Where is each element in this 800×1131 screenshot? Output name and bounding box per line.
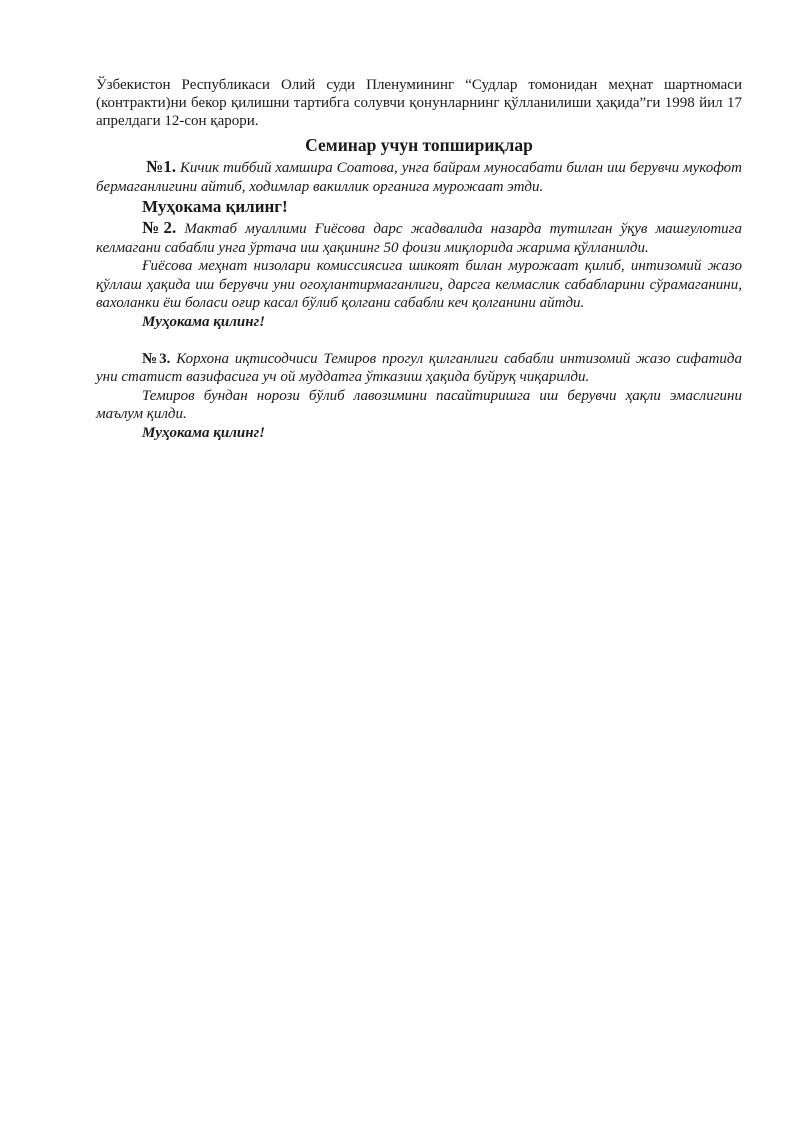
task-2-paragraph-2: Ғиёсова меҳнат низолари комиссиясига шикоят билан мурожаат қилиб, интизомий жазо қўллаш ҳақида иш берувчи уни огоҳлантирмаганлиги, дарсга келмаслик сабабларини сўрамаганини, вахоланки ёш боласи оғир касал бўлиб қолгани сабабли кеч қолганини айтди. <box>96 258 742 311</box>
intro-paragraph: Ўзбекистон Республикаси Олий суди Пленумининг “Судлар томонидан меҳнат шартномаси (контракти)ни бекор қилишни тартибга солувчи қонунларнинг қўлланилиши ҳақида”ги 1998 йил 17 апрелдаги 12-сон қарори. <box>96 77 742 129</box>
task-1-discuss: Муҳокама қилинг! <box>142 197 288 216</box>
task-3-text: Корхона иқтисодчиси Темиров прогул қилганлиги сабабли интизомий жазо сифатида уни статист вазифасига уч ой муддатга ўтказиш ҳақида буйруқ чиқарилди. <box>96 350 742 385</box>
task-2-number: №2. <box>142 218 177 237</box>
task-2-discuss: Муҳокама қилинг! <box>142 313 265 330</box>
task-1-number: №1. <box>146 157 177 176</box>
document-page <box>96 76 742 443</box>
task-1-text: Кичик тиббий хамшира Соатова, унга байрам муносабати билан иш берувчи мукофот бермаганлигини айтиб, ходимлар вакиллик органига мурожаат этди. <box>96 160 742 195</box>
task-1-paragraph <box>96 158 742 196</box>
task-3-paragraph <box>96 350 742 387</box>
task-3-discuss: Муҳокама қилинг! <box>142 424 265 441</box>
spacer <box>96 332 742 350</box>
task-3-number: №3. <box>142 350 171 367</box>
task-3-paragraph-2: Темиров бундан норози бўлиб лавозимини пасайтиришга иш берувчи ҳақли эмаслигини маълум қилди. <box>96 387 742 422</box>
task-2-paragraph <box>96 219 742 257</box>
task-2-text: Мактаб муаллими Ғиёсова дарс жадвалида назарда тутилган ўқув машғулотига келмагани сабабли унга ўртача иш ҳақининг 50 фоизи миқлорида жарима қўлланилди. <box>96 221 742 256</box>
document-title: Семинар учун топшириқлар <box>305 135 533 155</box>
